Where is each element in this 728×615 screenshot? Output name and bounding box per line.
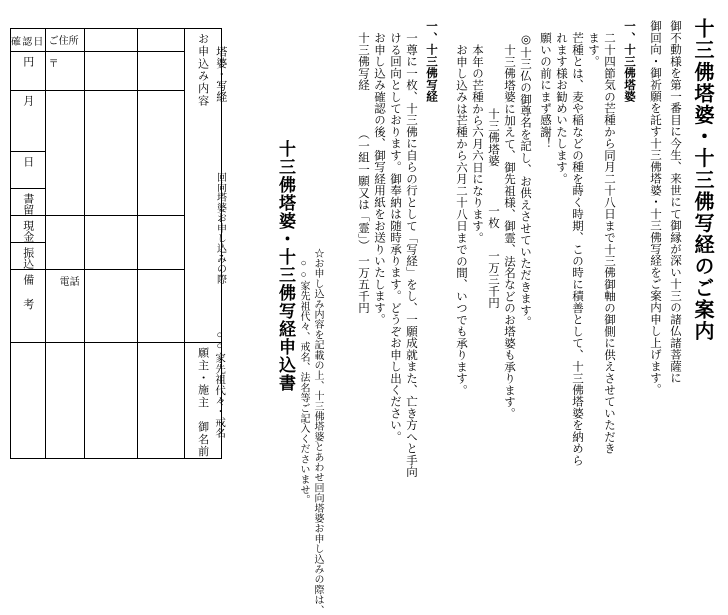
content-header-label: お申込み内容 [196, 33, 209, 107]
cell-blank-j[interactable] [137, 343, 184, 459]
cell-blank-b[interactable] [137, 29, 184, 52]
phone-label: 電話 [59, 277, 80, 288]
price-row-1-qty: 一枚 [487, 205, 499, 229]
cell-furikomi[interactable] [11, 243, 46, 270]
cell-blank-g[interactable] [137, 216, 184, 270]
content-value-label: 塔婆・写経 [214, 46, 227, 103]
cell-remarks-body[interactable] [11, 343, 46, 459]
cell-genkin[interactable] [11, 216, 46, 243]
form-note-2: ○○家先祖代々、戒名、法名等ご記入くださいませ。 [298, 248, 309, 505]
cell-address-body-2[interactable] [84, 91, 137, 216]
cell-kakitome[interactable] [11, 189, 46, 216]
cell-blank-d[interactable] [137, 91, 184, 216]
cell-day[interactable] [11, 152, 46, 189]
cell-blank-f[interactable] [84, 216, 137, 270]
section2-price-label: 十三佛写経 [357, 32, 369, 91]
section2-price-qty: （一組一願又は「霊」） [357, 128, 369, 252]
cell-address-body[interactable] [45, 91, 84, 216]
section1-sub-line-1: 十三佛塔婆に加えて、御先祖様、御霊、法名などのお塔婆も承ります。 [503, 44, 515, 420]
cell-check-date[interactable] [11, 29, 46, 52]
address-label: ご住所 [48, 36, 79, 47]
intro-line-2: 御回向・御祈願を託す十三佛塔婆・十三佛写経をご案内申し上げます。 [649, 20, 661, 396]
month-label: 月 [21, 95, 34, 108]
kakitome-label: 書留 [21, 193, 34, 215]
cell-phone-value[interactable] [84, 270, 137, 343]
price-row-1-label: 十三佛塔婆 [487, 108, 499, 167]
check-date-label: 確認日 [11, 37, 45, 48]
section1-line-5: 願いの前にまず感謝！ [539, 32, 551, 150]
cell-address-header[interactable] [45, 29, 84, 52]
cell-applicant-value[interactable] [84, 343, 137, 459]
furikomi-label: 振込 [21, 247, 34, 269]
page-title: 十三佛塔婆・十三佛写経のご案内 [691, 18, 713, 342]
section1-sub-line-3: お申し込みは芒種から六月二十八日までの間、いつでも承ります。 [455, 44, 467, 396]
cell-yen[interactable] [11, 52, 46, 91]
cell-blank-h[interactable] [137, 270, 184, 343]
remarks-label: 備 考 [21, 274, 34, 311]
cell-blank-i[interactable] [45, 343, 84, 459]
cell-month[interactable] [11, 91, 46, 152]
section1-line-4: れます様お勧めいたします。 [555, 32, 567, 185]
section2-heading: 一、十三佛写経 [425, 20, 437, 103]
applicant-header-label: 願主・施主 御名前 [196, 347, 209, 458]
section2-price-value: 一万五千円 [357, 255, 369, 314]
section1-line-1: 二十四節気の芒種から同月二十八日まで十三佛御軸の御側に供えさせていただき [603, 32, 615, 455]
cell-blank-a[interactable] [84, 29, 137, 52]
section1-line-3: 芒種とは、麦や稲などの種を蒔く時期、この時に積善として、十三佛塔婆を納めら [571, 32, 583, 467]
cell-blank-e[interactable] [45, 216, 84, 270]
kaiko-value-label: ○○家先祖代々・戒名 [214, 330, 226, 439]
section1-sub-line-2: 本年の芒種から六月六日になります。 [471, 44, 483, 244]
intro-line-1: 御不動様を第一番目に今生、来世にて御縁が深い十三の諸仏諸菩薩に [669, 20, 681, 384]
application-form-table [10, 28, 222, 459]
section2-line-3: お申し込み確認の後、御写経用紙をお送りいたします。 [373, 32, 385, 326]
genkin-label: 現金 [21, 220, 34, 242]
section2-line-1: 一尊に一枚、十三佛に自らの行として「写経」をし、一願成就また、亡き方へと手向 [405, 32, 417, 478]
cell-address-value[interactable] [84, 52, 137, 91]
price-row-1-price: 一万三千円 [487, 250, 499, 309]
cell-phone-header[interactable] [45, 270, 84, 343]
cell-blank-c[interactable] [137, 52, 184, 91]
section2-line-2: ける回向としております。御奉納は随時承ります。どうぞお申し出ください。 [389, 32, 401, 443]
form-table [10, 28, 222, 459]
section1-bullet: ◎十三仏の御尊名を記し、お供えさせていただきます。 [519, 32, 531, 328]
yen-label: 円 [21, 56, 34, 69]
section1-line-2: ます。 [587, 32, 599, 68]
cell-remarks[interactable] [11, 270, 46, 343]
day-label: 日 [21, 156, 34, 169]
section1-heading: 一、十三佛塔婆 [623, 20, 635, 103]
kaiko-header-label: 回向塔婆お申し込みの際 [214, 172, 226, 285]
table-row [11, 29, 222, 52]
form-note-1: ☆お申し込み内容を記載の上、十三佛塔婆とあわせ回向塔婆お申し込みの際は、 [312, 248, 323, 615]
table-row [11, 343, 222, 459]
postal-mark-label: 〒 [48, 59, 59, 70]
form-title: 十三佛塔婆・十三佛写経申込書 [276, 140, 295, 393]
cell-postal[interactable] [45, 52, 84, 91]
